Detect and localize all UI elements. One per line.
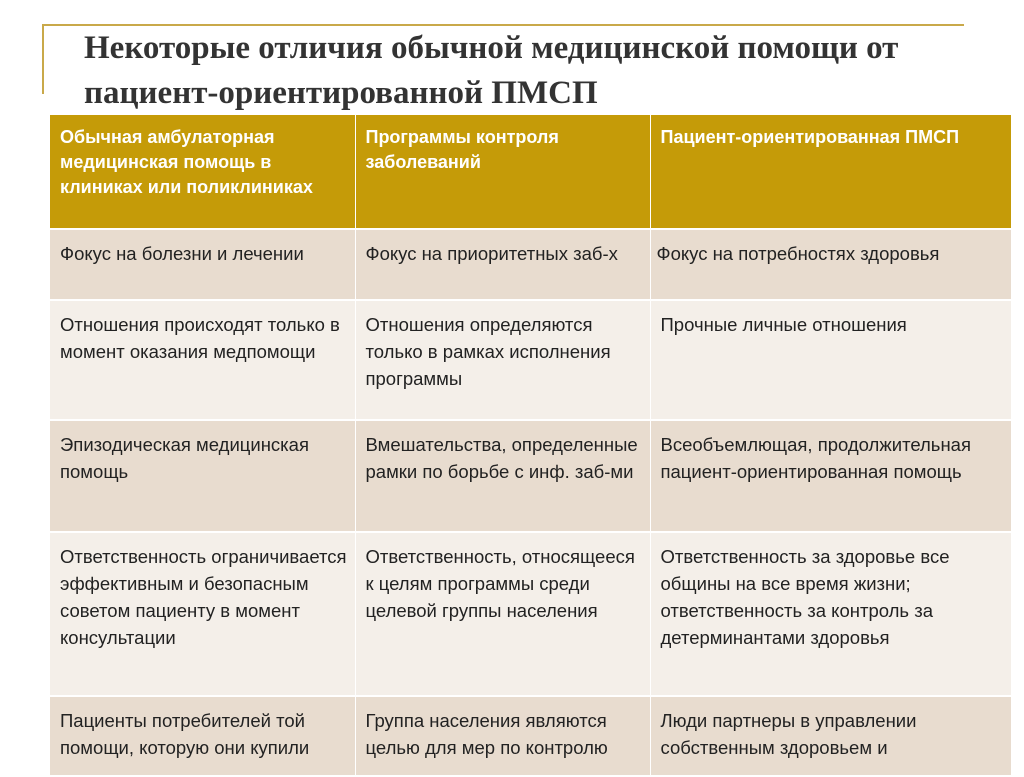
header-disease-control-programs: Программы контроля заболеваний [355, 115, 650, 229]
table-cell: Отношения определяются только в рамках исполнения программы [355, 300, 650, 420]
table-cell: Вмешательства, определенные рамки по борьбе с инф. заб-ми [355, 420, 650, 532]
table-row [50, 300, 1011, 420]
table-row [50, 420, 1011, 532]
slide-title: Некоторые отличия обычной медицинской помощи от пациент-ориентированной ПМСП [84, 30, 899, 111]
header-patient-centered-phc: Пациент-ориентированная ПМСП [650, 115, 1011, 229]
table-cell: Ответственность за здоровье все общины на все время жизни; ответственность за контроль за детерминантами здоровья [650, 532, 1011, 696]
comparison-table [50, 115, 1011, 777]
table-cell: Фокус на приоритетных заб-х [355, 229, 650, 300]
table-cell: Фокус на потребностях здоровья [650, 229, 1011, 300]
table-cell: Отношения происходят только в момент оказания медпомощи [50, 300, 355, 420]
table-row [50, 229, 1011, 300]
table-cell: Пациенты потребителей той помощи, которую они купили [50, 696, 355, 776]
comparison-table-container [50, 115, 1011, 777]
table-row [50, 532, 1011, 696]
table-cell: Ответственность ограничивается эффективным и безопасным советом пациенту в момент консультации [50, 532, 355, 696]
table-cell: Группа населения являются целью для мер по контролю [355, 696, 650, 776]
title-left-rule [42, 24, 44, 94]
table-cell: Ответственность, относящееся к целям программы среди целевой группы населения [355, 532, 650, 696]
table-cell: Всеобъемлющая, продолжительная пациент-ориентированная помощь [650, 420, 1011, 532]
table-cell: Прочные личные отношения [650, 300, 1011, 420]
table-cell: Эпизодическая медицинская помощь [50, 420, 355, 532]
table-cell: Люди партнеры в управлении собственным здоровьем и [650, 696, 1011, 776]
table-header-row [50, 115, 1011, 229]
table-cell: Фокус на болезни и лечении [50, 229, 355, 300]
header-conventional-care: Обычная амбулаторная медицинская помощь в клиниках или поликлиниках [50, 115, 355, 229]
table-row [50, 696, 1011, 776]
